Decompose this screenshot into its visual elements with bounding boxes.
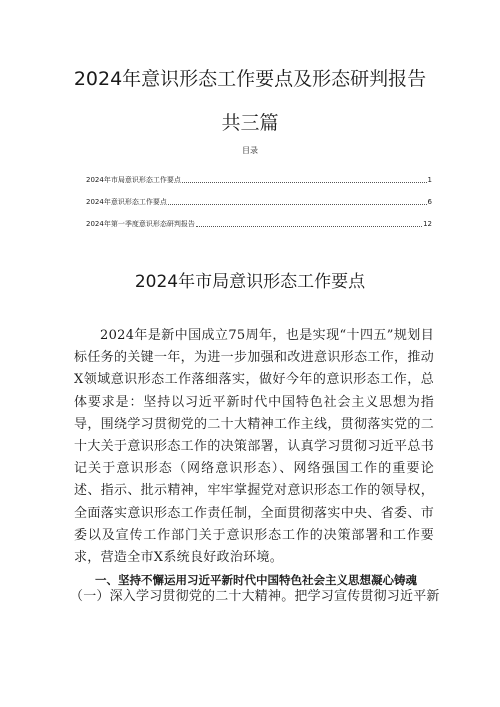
toc-entry[interactable] xyxy=(86,207,432,229)
toc-entry-page: 6 xyxy=(427,198,432,206)
toc-entry-page: 1 xyxy=(427,176,432,184)
toc-entry[interactable] xyxy=(86,163,432,185)
toc-entry[interactable] xyxy=(86,185,432,207)
toc-leader-dots xyxy=(182,182,427,183)
document-subtitle: 共三篇 xyxy=(221,112,279,134)
intro-paragraph: 2024年是新中国成立75周年，也是实现“十四五”规划目标任务的关键一年，为进一步加强和改进意识形态工作，推动X领域意识形态工作落细落实，做好今年的意识形态工作，总体要求是：坚持以习近平新时代中国特色社会主义思想为指导，围绕学习贯彻党的二十大精神工作主线，贯彻落实党的二十大关于意识形态工作的决策部署，认真学习贯彻习近平总书记关于意识形态（网络意识形态）、网络强国工作的重要论述、指示、批示精神，牢牢掌握党对意识形态工作的领导权，全面落实意识形态工作责任制，全面贯彻落实中央、省委、市委以及宣传工作部门关于意识形态工作的决策部署和工作要求，营造全市X系统良好政治环境。 xyxy=(74,328,434,566)
sub-paragraph-1: （一）深入学习贯彻党的二十大精神。把学习宣传贯彻习近平新 xyxy=(70,589,440,604)
toc-entry-label: 2024年意识形态工作要点 xyxy=(86,198,167,206)
section-title: 2024年市局意识形态工作要点 xyxy=(134,272,366,292)
table-of-contents xyxy=(86,163,432,229)
toc-entry-label: 2024年市局意识形态工作要点 xyxy=(86,176,181,184)
toc-leader-dots xyxy=(196,226,422,227)
toc-heading: 目录 xyxy=(242,146,258,155)
toc-leader-dots xyxy=(168,204,427,205)
document-title: 2024年意识形态工作要点及形态研判报告 xyxy=(73,68,427,90)
section-heading-1: 一、坚持不懈运用习近平新时代中国特色社会主义思想凝心铸魂 xyxy=(95,573,417,587)
toc-entry-page: 12 xyxy=(423,220,432,228)
toc-entry-label: 2024年第一季度意识形态研判报告 xyxy=(86,220,195,228)
